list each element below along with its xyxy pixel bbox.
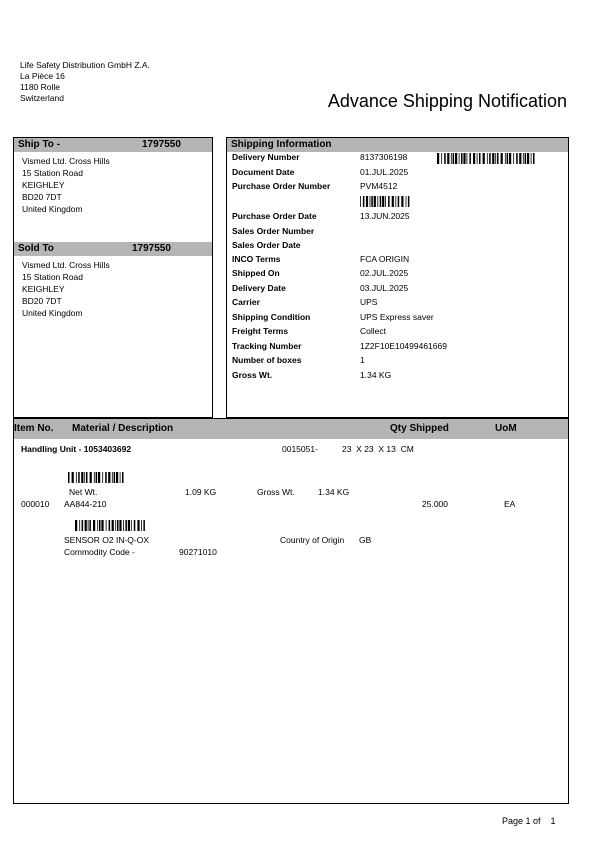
shipping-field-value: 03.JUL.2025 [360,283,409,293]
shipping-field-label: Purchase Order Number [232,181,331,191]
item-qty: 25.000 [422,499,448,509]
handling-unit-dims: 23 X 23 X 13 CM [342,444,414,454]
address-line: United Kingdom [22,204,83,214]
address-line: Vismed Ltd. Cross Hills [22,156,110,166]
sold-to-number: 1797550 [132,243,171,254]
shipping-field-label: Shipped On [232,268,280,278]
commodity-label: Commodity Code - [64,547,135,557]
delivery-barcode [437,153,535,164]
address-line: KEIGHLEY [22,284,65,294]
table-header [14,419,568,439]
address-line: BD20 7DT [22,296,62,306]
col-material: Material / Description [72,423,174,434]
origin-label: Country of Origin [280,535,345,545]
item-description: SENSOR O2 IN-Q-OX [64,535,150,545]
shipping-field-value: 1.34 KG [360,370,392,380]
sold-to-label: Sold To [18,243,54,254]
po-barcode [360,196,410,207]
handling-unit-label: Handling Unit - 1053403692 [21,444,132,454]
shipping-field-value: 1Z2F10E10499461669 [360,341,447,351]
sold-to-address [22,259,110,319]
sender-address [20,60,150,104]
shipping-field-label: Sales Order Number [232,226,315,236]
net-weight-label: Net Wt. [69,487,98,497]
shipping-field-value: 01.JUL.2025 [360,167,409,177]
shipping-field-label: Tracking Number [232,341,302,351]
address-line: BD20 7DT [22,192,62,202]
shipping-field-value: 02.JUL.2025 [360,268,409,278]
shipping-field-label: Shipping Condition [232,312,311,322]
ship-to-header [14,138,212,152]
shipping-field-label: Freight Terms [232,326,289,336]
col-item-no: Item No. [14,423,54,434]
shipping-field-label: Gross Wt. [232,370,273,380]
address-line: 15 Station Road [22,168,83,178]
shipping-field-value: 13.JUN.2025 [360,211,410,221]
shipping-field-label: Sales Order Date [232,240,301,250]
page-number: Page 1 of 1 [502,816,556,826]
item-uom: EA [504,499,516,509]
gross-weight-label: Gross Wt. [257,487,295,497]
shipping-field-label: Carrier [232,297,260,307]
shipping-field-label: Purchase Order Date [232,211,317,221]
sender-line: 1180 Rolle [20,82,61,92]
ship-to-address [22,155,110,215]
commodity-value: 90271010 [179,547,217,557]
shipping-field-label: INCO Terms [232,254,281,264]
item-number: 000010 [21,499,50,509]
shipping-field-value: UPS [360,297,378,307]
col-qty-shipped: Qty Shipped [390,423,449,434]
item-barcode [75,520,145,531]
gross-weight-value: 1.34 KG [318,487,350,497]
shipping-field-value: 1 [360,355,365,365]
shipping-field-label: Delivery Date [232,283,286,293]
handling-unit-barcode [68,472,124,483]
shipping-field-value: PVM4512 [360,181,398,191]
page-title: Advance Shipping Notification [327,91,567,111]
net-weight-value: 1.09 KG [185,487,217,497]
shipping-field-label: Document Date [232,167,295,177]
item-material: AA844-210 [64,499,107,509]
ship-to-label: Ship To - [18,139,61,150]
ship-to-number: 1797550 [142,139,181,150]
address-box [13,137,213,418]
shipping-field-value: Collect [360,326,386,336]
sender-line: Life Safety Distribution GmbH Z.A. [20,60,150,70]
address-line: 15 Station Road [22,272,83,282]
shipping-field-label: Delivery Number [232,152,300,162]
address-line: United Kingdom [22,308,83,318]
sold-to-header [14,242,212,256]
origin-value: GB [359,535,372,545]
shipping-field-value: UPS Express saver [360,312,434,322]
handling-unit-code: 0015051- [282,444,318,454]
col-uom: UoM [495,423,517,434]
shipping-info-header: Shipping Information [227,138,568,152]
shipping-field-value: 8137306198 [360,152,408,162]
address-line: Vismed Ltd. Cross Hills [22,260,110,270]
sender-line: La Pièce 16 [20,71,65,81]
shipping-field-label: Number of boxes [232,355,302,365]
address-line: KEIGHLEY [22,180,65,190]
shipping-field-value: FCA ORIGIN [360,254,410,264]
sender-line: Switzerland [20,93,64,103]
